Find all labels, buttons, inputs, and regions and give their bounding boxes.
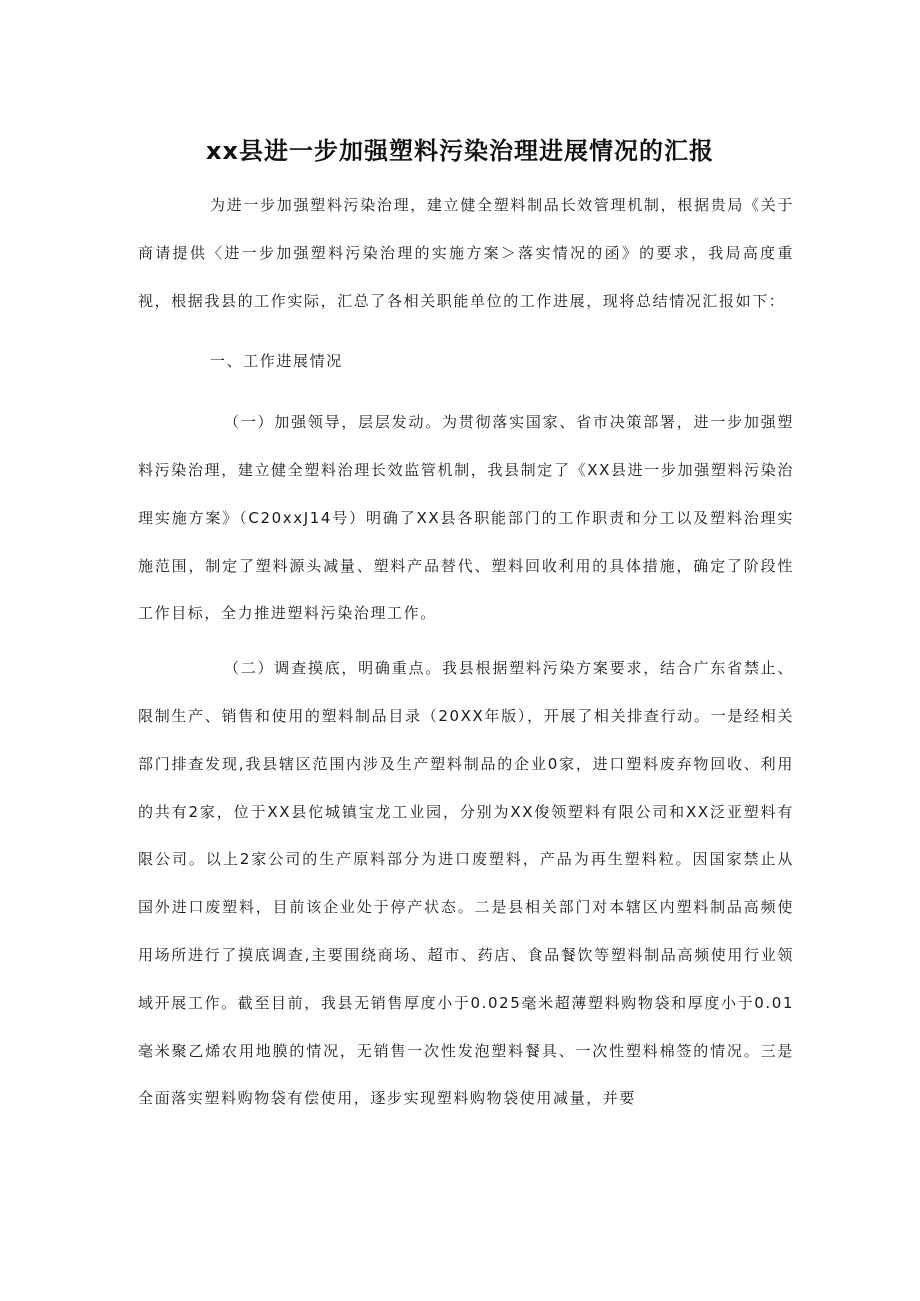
document-title: xx县进一步加强塑料污染治理进展情况的汇报 [206, 137, 714, 165]
subsection-1-paragraph: （一）加强领导，层层发动。为贯彻落实国家、省市决策部署，进一步加强塑料污染治理，建立健全塑料治理长效监管机制，我县制定了《XX县进一步加强塑料污染治理实施方案》（C20xxJ14号）明确了XX县各职能部门的工作职责和分工以及塑料治理实施范围，制定了塑料源头减量、塑料产品替代、塑料回收利用的具体措施，确定了阶段性工作目标，全力推进塑料污染治理工作。 [138, 413, 794, 623]
intro-paragraph: 为进一步加强塑料污染治理，建立健全塑料制品长效管理机制，根据贵局《关于商请提供〈进一步加强塑料污染治理的实施方案＞落实情况的函》的要求，我局高度重视，根据我县的工作实际，汇总了各相关职能单位的工作进展，现将总结情况汇报如下： [138, 196, 794, 310]
section-heading: 一、工作进展情况 [210, 352, 343, 371]
subsection-2-paragraph: （二）调查摸底，明确重点。我县根据塑料污染方案要求，结合广东省禁止、限制生产、销售和使用的塑料制品目录（20XX年版），开展了相关排查行动。一是经相关部门排查发现,我县辖区范围内涉及生产塑料制品的企业0家，进口塑料废弃物回收、利用的共有2家，位于XX县佗城镇宝龙工业园，分别为XX俊领塑料有限公司和XX泛亚塑料有限公司。以上2家公司的生产原料部分为进口废塑料，产品为再生塑料粒。因国家禁止从国外进口废塑料，目前该企业处于停产状态。二是县相关部门对本辖区内塑料制品高频使用场所进行了摸底调查,主要围绕商场、超市、药店、食品餐饮等塑料制品高频使用行业领域开展工作。截至目前，我县无销售厚度小于0.025毫米超薄塑料购物袋和厚度小于0.01毫米聚乙烯农用地膜的情况，无销售一次性发泡塑料餐具、一次性塑料棉签的情况。三是全面落实塑料购物袋有偿使用，逐步实现塑料购物袋使用减量，并要 [138, 659, 794, 1108]
document-body [138, 182, 794, 1123]
